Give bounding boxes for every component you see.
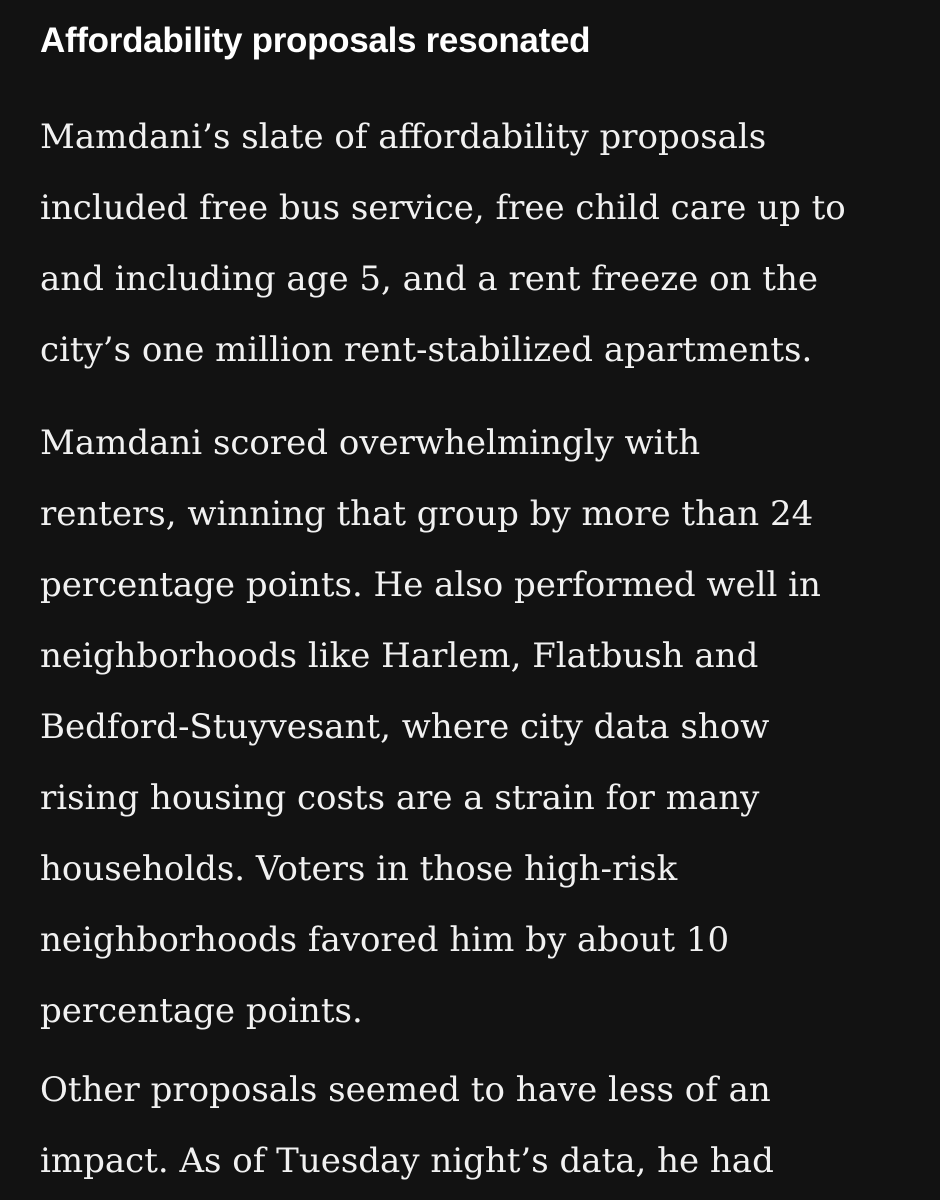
- paragraph-line: Bedford-Stuyvesant, where city data show: [40, 707, 770, 747]
- paragraph-line: Mamdani’s slate of affordability proposals: [40, 117, 767, 157]
- paragraph-line: percentage points. He also performed well in: [40, 565, 821, 605]
- paragraph-line: impact. As of Tuesday night’s data, he had: [40, 1141, 774, 1181]
- section-heading: Affordability proposals resonated: [40, 21, 591, 60]
- paragraph-line: and including age 5, and a rent freeze on the: [40, 259, 818, 299]
- paragraph-affordability-proposals: [40, 102, 846, 386]
- paragraph-line: rising housing costs are a strain for many: [40, 778, 760, 818]
- paragraph-line: renters, winning that group by more than 24: [40, 494, 814, 534]
- paragraph-line: percentage points.: [40, 991, 363, 1031]
- paragraph-line: neighborhoods like Harlem, Flatbush and: [40, 636, 759, 676]
- paragraph-line: Mamdani scored overwhelmingly with: [40, 423, 701, 463]
- paragraph-line: city’s one million rent-stabilized apartments.: [40, 330, 813, 370]
- paragraph-other-proposals: [40, 1055, 774, 1197]
- paragraph-line: neighborhoods favored him by about 10: [40, 920, 730, 960]
- paragraph-line: households. Voters in those high-risk: [40, 849, 678, 889]
- paragraph-line: included free bus service, free child care up to: [40, 188, 846, 228]
- paragraph-line: Other proposals seemed to have less of an: [40, 1070, 771, 1110]
- paragraph-renters-results: [40, 408, 821, 1047]
